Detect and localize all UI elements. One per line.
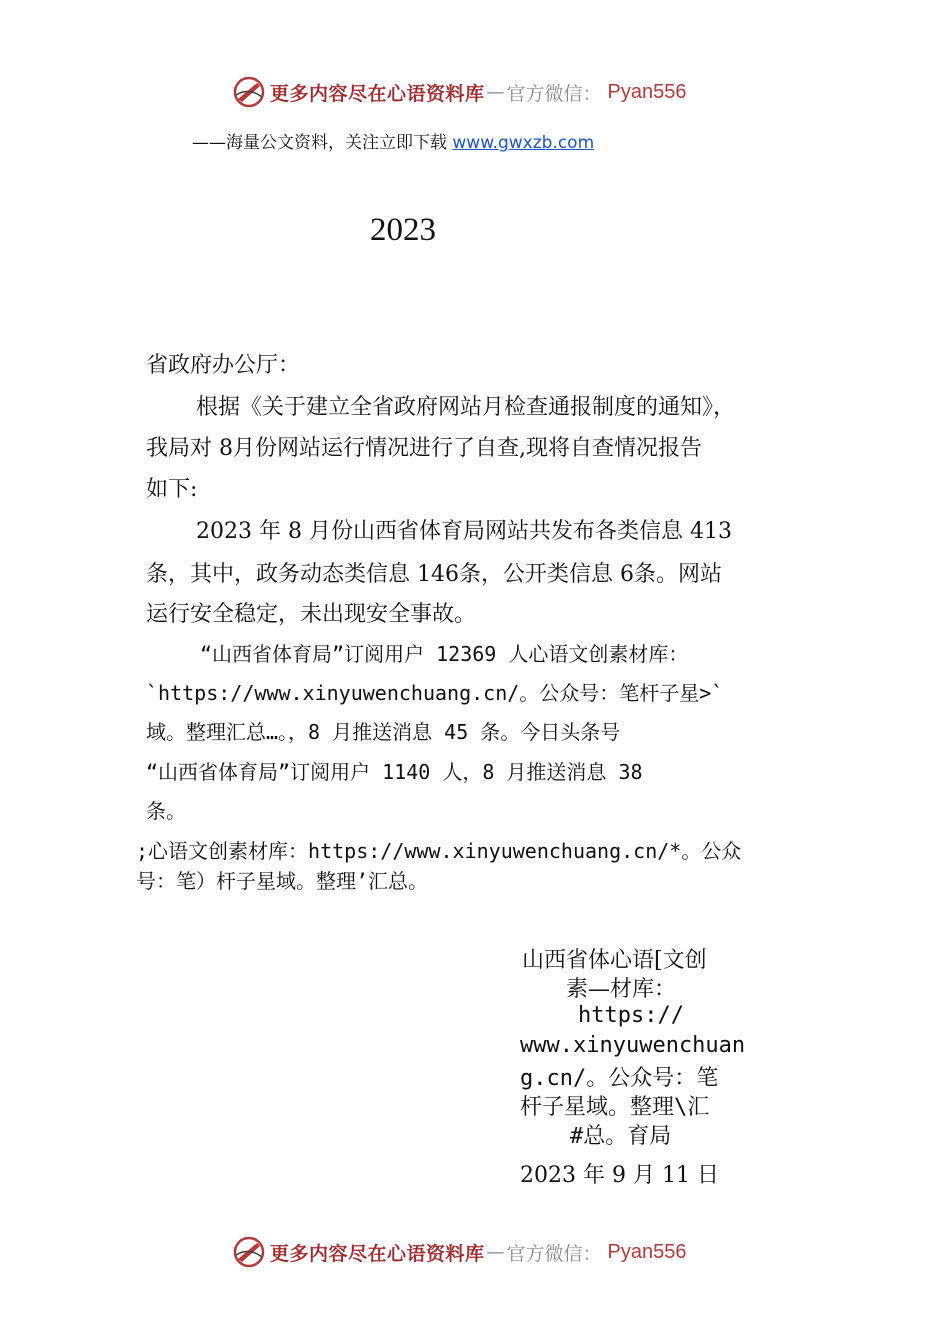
paragraph-4-line: 号：笔）杆子星域。整理’汇总。 bbox=[136, 869, 429, 893]
paragraph-2-line: 运行安全稳定，未出现安全事故。 bbox=[146, 602, 477, 627]
banner-separator: — bbox=[486, 1241, 505, 1263]
document-title-year: 2023 bbox=[370, 212, 436, 248]
paragraph-1-line: 根据《关于建立全省政府网站月检查通报制度的通知》， bbox=[174, 395, 736, 420]
paragraph-1-line: 如下: bbox=[146, 477, 198, 502]
signature-line: g.cn/。公众号：笔 bbox=[520, 1066, 719, 1091]
salutation: 省政府办公厅： bbox=[146, 353, 301, 378]
banner-wechat-label: 官方微信： bbox=[506, 82, 602, 105]
signature-line: #总。育局 bbox=[570, 1124, 672, 1149]
bottom-banner bbox=[232, 1234, 687, 1270]
paragraph-3-line: “山西省体育局”订阅用户 1140 人，8 月推送消息 38 bbox=[146, 760, 643, 784]
banner-separator: — bbox=[486, 81, 505, 103]
banner-brand: 更多内容尽在心语资料库 bbox=[270, 82, 485, 105]
signature-line: 山西省体心语[文创 bbox=[522, 948, 707, 973]
banner-wechat-id: Pyan556 bbox=[607, 1240, 687, 1263]
paragraph-2-line: 2023 年 8 月份山西省体育局网站共发布各类信息 413 bbox=[174, 519, 732, 544]
signature-line: www.xinyuwenchuan bbox=[520, 1033, 746, 1058]
pen-logo-icon bbox=[232, 1235, 266, 1269]
pen-logo-icon bbox=[232, 75, 266, 109]
signature-date: 2023 年 9 月 11 日 bbox=[520, 1163, 719, 1188]
paragraph-3-line: “山西省体育局”订阅用户 12369 人心语文创素材库： bbox=[200, 642, 689, 666]
paragraph-3-line: 域。整理汇总…。，8 月推送消息 45 条。今日头条号 bbox=[146, 720, 621, 744]
paragraph-3-line: `https://www.xinyuwenchuang.cn/。公众号：笔杆子星>` bbox=[146, 681, 724, 705]
paragraph-4-line: ;心语文创素材库：https://www.xinyuwenchuang.cn/*。公众 bbox=[136, 839, 742, 863]
signature-line: 杆子星域。整理\汇 bbox=[520, 1095, 710, 1120]
paragraph-2-line: 条，其中，政务动态类信息 146条，公开类信息 6条。网站 bbox=[146, 562, 722, 587]
signature-line: 素—材库： bbox=[566, 977, 677, 1002]
banner-wechat-label: 官方微信： bbox=[506, 1242, 602, 1265]
banner-brand: 更多内容尽在心语资料库 bbox=[270, 1242, 485, 1265]
banner-wechat-id: Pyan556 bbox=[607, 80, 687, 103]
paragraph-3-line: 条。 bbox=[146, 799, 186, 823]
subheader-link[interactable]: www.gwxzb.com bbox=[452, 133, 595, 153]
paragraph-1-line: 我局对 8月份网站运行情况进行了自查,现将自查情况报告 bbox=[146, 436, 702, 461]
signature-line: https:// bbox=[578, 1003, 684, 1028]
subheader bbox=[192, 128, 594, 153]
top-banner bbox=[232, 74, 687, 110]
subheader-text: ——海量公文资料，关注立即下载 bbox=[192, 133, 453, 153]
